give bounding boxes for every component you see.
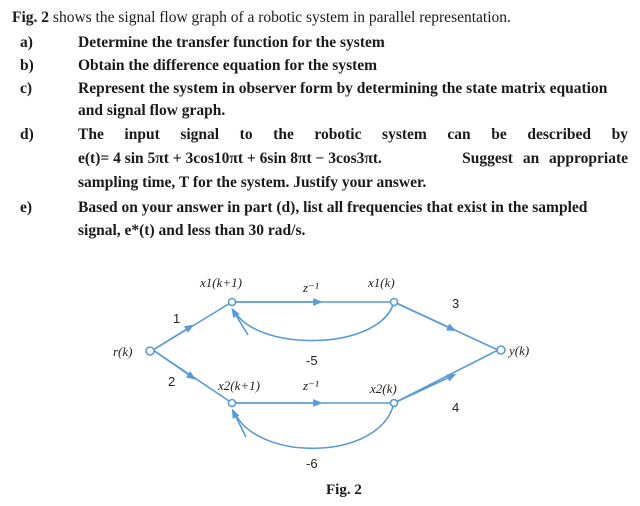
label-x1-next: x1(k+1)	[200, 275, 242, 290]
label-x2: x2(k)	[370, 381, 397, 396]
label-input: r(k)	[113, 344, 133, 359]
equation: e(t)= 4 sin 5πt + 3cos10πt + 6sin 8πt − 3cos3πt.	[78, 150, 382, 167]
label-x2-next: x2(k+1)	[218, 378, 260, 393]
branch-feedback-top	[234, 302, 394, 341]
question-label: c)	[20, 80, 33, 97]
gain-r-to-x1: 1	[173, 311, 181, 326]
arrow-x1-to-y	[394, 302, 452, 329]
gain-x1-to-y: 3	[452, 296, 460, 311]
question-text-line2: signal, e*(t) and less than 30 rad/s.	[78, 222, 306, 239]
question-label: e)	[20, 199, 33, 216]
figure-caption: Fig. 2	[326, 482, 362, 498]
question-text: Obtain the difference equation for the system	[78, 57, 378, 74]
question-text-line3: sampling time, T for the system. Justify your answer.	[78, 174, 427, 191]
node-x1	[391, 299, 398, 306]
fig-reference: Fig. 2	[12, 9, 50, 26]
question-text: Determine the transfer function for the system	[78, 34, 385, 51]
arrow-r-to-x1	[153, 327, 190, 350]
gain-delay-top: z⁻¹	[303, 280, 319, 295]
question-text-line1: Represent the system in observer form by determining the state matrix equation	[78, 80, 608, 97]
question-text-line2: Suggest an appropriate	[462, 150, 628, 167]
node-output	[497, 346, 505, 354]
branch-feedback-bottom	[234, 403, 394, 448]
question-label: d)	[20, 126, 34, 143]
node-x2-next	[229, 400, 236, 407]
gain-x2-to-y: 4	[452, 400, 460, 415]
arrow-x2-to-y	[394, 376, 452, 403]
node-input	[146, 347, 154, 355]
question-text-line2: and signal flow graph.	[78, 102, 226, 119]
intro-sentence: shows the signal flow graph of a robotic system in parallel representation.	[49, 9, 511, 26]
arrow-r-to-x2	[153, 350, 192, 377]
gain-r-to-x2: 2	[168, 374, 176, 389]
question-text-line1: The input signal to the robotic system can be described by	[78, 126, 628, 143]
node-x1-next	[229, 299, 236, 306]
question-label: a)	[20, 34, 33, 51]
label-x1: x1(k)	[368, 275, 395, 290]
gain-feedback-top: -5	[306, 353, 318, 368]
question-label: b)	[20, 57, 34, 74]
gain-delay-bottom: z⁻¹	[303, 378, 319, 393]
label-output: y(k)	[509, 343, 530, 358]
node-x2	[391, 400, 398, 407]
gain-feedback-bottom: -6	[306, 456, 318, 471]
question-text-line1: Based on your answer in part (d), list all frequencies that exist in the sampled	[78, 199, 588, 216]
